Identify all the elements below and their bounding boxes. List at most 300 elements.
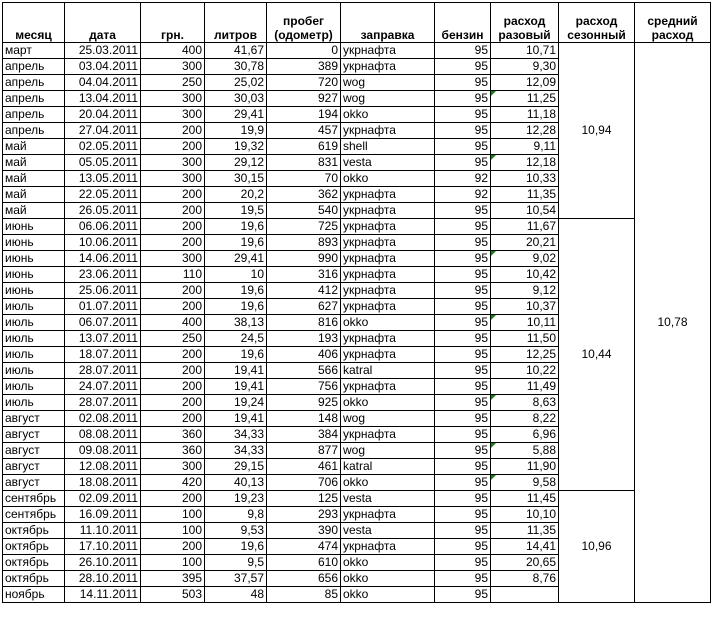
cell-fuel[interactable]: 95 [435,331,491,347]
cell-liters[interactable]: 19,6 [205,283,267,299]
cell-fuel[interactable]: 95 [435,491,491,507]
cell-station[interactable]: укрнафта [341,59,435,75]
cell-month[interactable]: июнь [3,267,65,283]
cell-odometer[interactable]: 70 [267,171,341,187]
cell-fuel[interactable]: 95 [435,475,491,491]
cell-month[interactable]: апрель [3,75,65,91]
cell-uah[interactable]: 300 [141,107,205,123]
cell-odometer[interactable]: 412 [267,283,341,299]
cell-uah[interactable]: 200 [141,299,205,315]
cell-uah[interactable]: 300 [141,251,205,267]
cell-single-rate[interactable]: 11,49 [491,379,559,395]
cell-fuel[interactable]: 95 [435,107,491,123]
cell-date[interactable]: 25.03.2011 [65,43,141,59]
cell-single-rate[interactable]: 20,21 [491,235,559,251]
cell-liters[interactable]: 19,6 [205,539,267,555]
cell-month[interactable]: июль [3,395,65,411]
cell-fuel[interactable]: 95 [435,75,491,91]
cell-fuel[interactable]: 95 [435,267,491,283]
cell-odometer[interactable]: 566 [267,363,341,379]
cell-single-rate[interactable]: 8,63 [491,395,559,411]
cell-month[interactable]: июнь [3,283,65,299]
cell-date[interactable]: 26.10.2011 [65,555,141,571]
cell-date[interactable]: 18.07.2011 [65,347,141,363]
cell-liters[interactable]: 19,6 [205,235,267,251]
cell-date[interactable]: 04.04.2011 [65,75,141,91]
cell-single-rate[interactable]: 12,09 [491,75,559,91]
cell-station[interactable]: укрнафта [341,299,435,315]
cell-fuel[interactable]: 95 [435,507,491,523]
cell-liters[interactable]: 41,67 [205,43,267,59]
cell-odometer[interactable]: 316 [267,267,341,283]
cell-uah[interactable]: 200 [141,283,205,299]
cell-odometer[interactable]: 610 [267,555,341,571]
cell-liters[interactable]: 19,41 [205,379,267,395]
cell-month[interactable]: апрель [3,91,65,107]
cell-month[interactable]: май [3,203,65,219]
cell-single-rate[interactable]: 11,35 [491,523,559,539]
cell-single-rate[interactable]: 12,28 [491,123,559,139]
cell-liters[interactable]: 10 [205,267,267,283]
cell-fuel[interactable]: 92 [435,187,491,203]
cell-uah[interactable]: 200 [141,219,205,235]
cell-fuel[interactable]: 95 [435,155,491,171]
cell-station[interactable]: укрнафта [341,331,435,347]
header-row [3,3,711,43]
cell-date[interactable]: 18.08.2011 [65,475,141,491]
cell-station[interactable]: укрнафта [341,187,435,203]
cell-date[interactable]: 20.04.2011 [65,107,141,123]
cell-uah[interactable]: 300 [141,155,205,171]
cell-date[interactable]: 03.04.2011 [65,59,141,75]
cell-month[interactable]: июль [3,363,65,379]
cell-single-rate[interactable]: 10,42 [491,267,559,283]
cell-station[interactable]: wog [341,75,435,91]
cell-single-rate[interactable]: 11,25 [491,91,559,107]
cell-single-rate[interactable]: 12,25 [491,347,559,363]
fuel-log-table [2,2,711,603]
cell-odometer[interactable]: 925 [267,395,341,411]
header-fuel[interactable]: бензин [435,3,491,43]
cell-station[interactable]: укрнафта [341,219,435,235]
header-station[interactable]: заправка [341,3,435,43]
cell-station[interactable]: okko [341,107,435,123]
cell-single-rate[interactable]: 6,96 [491,427,559,443]
cell-month[interactable]: апрель [3,107,65,123]
cell-date[interactable]: 28.07.2011 [65,395,141,411]
cell-station[interactable]: vesta [341,523,435,539]
cell-odometer[interactable]: 389 [267,59,341,75]
cell-uah[interactable]: 200 [141,123,205,139]
cell-fuel[interactable]: 95 [435,395,491,411]
cell-fuel[interactable]: 95 [435,427,491,443]
table-row [3,491,711,507]
cell-uah[interactable]: 200 [141,411,205,427]
cell-uah[interactable]: 200 [141,139,205,155]
cell-station[interactable]: укрнафта [341,347,435,363]
cell-date[interactable]: 25.06.2011 [65,283,141,299]
cell-date[interactable]: 02.09.2011 [65,491,141,507]
cell-single-rate[interactable]: 10,54 [491,203,559,219]
cell-month[interactable]: июль [3,331,65,347]
cell-date[interactable]: 10.06.2011 [65,235,141,251]
cell-single-rate[interactable]: 9,30 [491,59,559,75]
cell-month[interactable]: апрель [3,59,65,75]
cell-fuel[interactable]: 92 [435,171,491,187]
cell-station[interactable]: укрнафта [341,283,435,299]
cell-liters[interactable]: 9,53 [205,523,267,539]
cell-fuel[interactable]: 95 [435,315,491,331]
header-date[interactable]: дата [65,3,141,43]
cell-date[interactable]: 11.10.2011 [65,523,141,539]
cell-month[interactable]: март [3,43,65,59]
cell-uah[interactable]: 200 [141,187,205,203]
cell-odometer[interactable]: 720 [267,75,341,91]
cell-uah[interactable]: 200 [141,395,205,411]
cell-month[interactable]: август [3,475,65,491]
cell-single-rate[interactable]: 10,37 [491,299,559,315]
cell-single-rate[interactable]: 5,88 [491,443,559,459]
cell-fuel[interactable]: 95 [435,235,491,251]
cell-odometer[interactable]: 877 [267,443,341,459]
cell-single-rate[interactable]: 20,65 [491,555,559,571]
cell-odometer[interactable]: 831 [267,155,341,171]
cell-single-rate[interactable]: 14,41 [491,539,559,555]
cell-liters[interactable]: 20,2 [205,187,267,203]
cell-liters[interactable]: 19,5 [205,203,267,219]
cell-liters[interactable]: 19,23 [205,491,267,507]
cell-fuel[interactable]: 95 [435,459,491,475]
cell-month[interactable]: апрель [3,123,65,139]
cell-liters[interactable]: 34,33 [205,443,267,459]
cell-single-rate[interactable]: 9,11 [491,139,559,155]
cell-liters[interactable]: 19,24 [205,395,267,411]
header-single-rate[interactable]: расход разовый [491,3,559,43]
cell-date[interactable]: 26.05.2011 [65,203,141,219]
cell-date[interactable]: 01.07.2011 [65,299,141,315]
cell-uah[interactable]: 503 [141,587,205,603]
cell-date[interactable]: 22.05.2011 [65,187,141,203]
cell-station[interactable]: укрнафта [341,507,435,523]
table-body [3,43,711,603]
cell-date[interactable]: 13.05.2011 [65,171,141,187]
cell-uah[interactable]: 200 [141,235,205,251]
cell-station[interactable]: укрнафта [341,267,435,283]
cell-station[interactable]: укрнафта [341,235,435,251]
cell-month[interactable]: май [3,187,65,203]
cell-liters[interactable]: 48 [205,587,267,603]
cell-liters[interactable]: 30,15 [205,171,267,187]
cell-station[interactable]: укрнафта [341,203,435,219]
cell-fuel[interactable]: 95 [435,363,491,379]
cell-month[interactable]: август [3,427,65,443]
cell-fuel[interactable]: 95 [435,43,491,59]
cell-single-rate[interactable]: 12,18 [491,155,559,171]
cell-liters[interactable]: 40,13 [205,475,267,491]
cell-station[interactable]: укрнафта [341,539,435,555]
cell-liters[interactable]: 29,15 [205,459,267,475]
cell-odometer[interactable]: 406 [267,347,341,363]
cell-station[interactable]: okko [341,395,435,411]
cell-month[interactable]: июль [3,379,65,395]
cell-month[interactable]: июль [3,347,65,363]
cell-odometer[interactable]: 390 [267,523,341,539]
cell-uah[interactable]: 200 [141,539,205,555]
cell-uah[interactable]: 360 [141,427,205,443]
cell-season-rate[interactable]: 10,96 [559,491,635,603]
cell-odometer[interactable]: 816 [267,315,341,331]
cell-uah[interactable]: 300 [141,59,205,75]
cell-single-rate[interactable]: 9,12 [491,283,559,299]
table-row [3,219,711,235]
cell-odometer[interactable]: 893 [267,235,341,251]
cell-fuel[interactable]: 95 [435,347,491,363]
cell-fuel[interactable]: 95 [435,539,491,555]
cell-single-rate[interactable]: 10,71 [491,43,559,59]
cell-odometer[interactable]: 706 [267,475,341,491]
cell-odometer[interactable]: 656 [267,571,341,587]
cell-date[interactable]: 16.09.2011 [65,507,141,523]
cell-liters[interactable]: 29,41 [205,251,267,267]
cell-station[interactable]: okko [341,571,435,587]
cell-odometer[interactable]: 193 [267,331,341,347]
cell-liters[interactable]: 9,8 [205,507,267,523]
cell-uah[interactable]: 395 [141,571,205,587]
cell-single-rate[interactable]: 9,02 [491,251,559,267]
cell-single-rate[interactable]: 11,50 [491,331,559,347]
cell-month[interactable]: май [3,171,65,187]
header-average-rate[interactable]: средний расход [635,3,711,43]
cell-fuel[interactable]: 95 [435,123,491,139]
cell-uah[interactable]: 100 [141,507,205,523]
cell-uah[interactable]: 200 [141,203,205,219]
cell-season-rate[interactable]: 10,44 [559,219,635,491]
cell-month[interactable]: октябрь [3,571,65,587]
cell-month[interactable]: май [3,155,65,171]
cell-liters[interactable]: 19,32 [205,139,267,155]
table-row [3,43,711,59]
cell-date[interactable]: 08.08.2011 [65,427,141,443]
cell-fuel[interactable]: 95 [435,523,491,539]
cell-liters[interactable]: 29,12 [205,155,267,171]
cell-station[interactable]: okko [341,315,435,331]
cell-date[interactable]: 05.05.2011 [65,155,141,171]
cell-station[interactable]: укрнафта [341,379,435,395]
cell-liters[interactable]: 34,33 [205,427,267,443]
cell-date[interactable]: 13.07.2011 [65,331,141,347]
cell-station[interactable]: vesta [341,155,435,171]
cell-odometer[interactable]: 0 [267,43,341,59]
cell-odometer[interactable]: 85 [267,587,341,603]
cell-uah[interactable]: 300 [141,91,205,107]
cell-odometer[interactable]: 756 [267,379,341,395]
cell-odometer[interactable]: 194 [267,107,341,123]
cell-uah[interactable]: 200 [141,491,205,507]
cell-liters[interactable]: 19,41 [205,411,267,427]
cell-month[interactable]: сентябрь [3,507,65,523]
cell-fuel[interactable]: 95 [435,219,491,235]
cell-odometer[interactable]: 293 [267,507,341,523]
cell-uah[interactable]: 400 [141,315,205,331]
cell-date[interactable]: 28.07.2011 [65,363,141,379]
cell-odometer[interactable]: 540 [267,203,341,219]
cell-station[interactable]: vesta [341,491,435,507]
cell-odometer[interactable]: 457 [267,123,341,139]
cell-odometer[interactable]: 627 [267,299,341,315]
cell-date[interactable]: 06.07.2011 [65,315,141,331]
cell-station[interactable]: okko [341,171,435,187]
cell-date[interactable]: 23.06.2011 [65,267,141,283]
cell-station[interactable]: укрнафта [341,427,435,443]
cell-date[interactable]: 14.11.2011 [65,587,141,603]
cell-date[interactable]: 06.06.2011 [65,219,141,235]
cell-station[interactable]: okko [341,475,435,491]
cell-fuel[interactable]: 95 [435,299,491,315]
cell-odometer[interactable]: 619 [267,139,341,155]
cell-station[interactable]: wog [341,91,435,107]
cell-single-rate[interactable]: 11,45 [491,491,559,507]
cell-date[interactable]: 09.08.2011 [65,443,141,459]
cell-uah[interactable]: 200 [141,363,205,379]
cell-date[interactable]: 12.08.2011 [65,459,141,475]
cell-date[interactable]: 02.05.2011 [65,139,141,155]
cell-uah[interactable]: 100 [141,555,205,571]
cell-date[interactable]: 27.04.2011 [65,123,141,139]
cell-liters[interactable]: 38,13 [205,315,267,331]
cell-station[interactable]: укрнафта [341,123,435,139]
cell-month[interactable]: август [3,443,65,459]
cell-single-rate[interactable]: 11,35 [491,187,559,203]
cell-date[interactable]: 17.10.2011 [65,539,141,555]
cell-month[interactable]: август [3,459,65,475]
cell-fuel[interactable]: 95 [435,91,491,107]
cell-month[interactable]: октябрь [3,523,65,539]
cell-liters[interactable]: 9,5 [205,555,267,571]
cell-fuel[interactable]: 95 [435,139,491,155]
cell-station[interactable]: katral [341,363,435,379]
cell-odometer[interactable]: 725 [267,219,341,235]
cell-uah[interactable]: 200 [141,379,205,395]
cell-single-rate[interactable] [491,587,559,603]
cell-fuel[interactable]: 95 [435,411,491,427]
cell-liters[interactable]: 19,6 [205,347,267,363]
cell-odometer[interactable]: 125 [267,491,341,507]
cell-liters[interactable]: 25,02 [205,75,267,91]
cell-fuel[interactable]: 95 [435,571,491,587]
cell-uah[interactable]: 400 [141,43,205,59]
cell-uah[interactable]: 200 [141,347,205,363]
cell-station[interactable]: katral [341,459,435,475]
header-month[interactable]: месяц [3,3,65,43]
cell-odometer[interactable]: 148 [267,411,341,427]
cell-fuel[interactable]: 95 [435,283,491,299]
cell-liters[interactable]: 37,57 [205,571,267,587]
cell-season-rate[interactable]: 10,94 [559,43,635,219]
header-season-rate[interactable]: расход сезонный [559,3,635,43]
cell-odometer[interactable]: 362 [267,187,341,203]
cell-odometer[interactable]: 461 [267,459,341,475]
cell-month[interactable]: май [3,139,65,155]
cell-average-rate[interactable]: 10,78 [635,43,711,603]
cell-month[interactable]: ноябрь [3,587,65,603]
cell-single-rate[interactable]: 10,10 [491,507,559,523]
cell-odometer[interactable]: 384 [267,427,341,443]
cell-single-rate[interactable]: 8,22 [491,411,559,427]
cell-uah[interactable]: 250 [141,331,205,347]
cell-uah[interactable]: 250 [141,75,205,91]
cell-date[interactable]: 24.07.2011 [65,379,141,395]
cell-uah[interactable]: 360 [141,443,205,459]
cell-uah[interactable]: 100 [141,523,205,539]
cell-date[interactable]: 14.06.2011 [65,251,141,267]
cell-uah[interactable]: 110 [141,267,205,283]
cell-liters[interactable]: 19,41 [205,363,267,379]
cell-liters[interactable]: 19,9 [205,123,267,139]
cell-fuel[interactable]: 95 [435,59,491,75]
cell-date[interactable]: 02.08.2011 [65,411,141,427]
cell-uah[interactable]: 300 [141,171,205,187]
cell-station[interactable]: укрнафта [341,43,435,59]
cell-liters[interactable]: 29,41 [205,107,267,123]
cell-single-rate[interactable]: 10,22 [491,363,559,379]
cell-liters[interactable]: 30,03 [205,91,267,107]
cell-station[interactable]: wog [341,411,435,427]
cell-liters[interactable]: 30,78 [205,59,267,75]
cell-station[interactable]: okko [341,555,435,571]
cell-fuel[interactable]: 95 [435,443,491,459]
cell-month[interactable]: сентябрь [3,491,65,507]
cell-liters[interactable]: 19,6 [205,219,267,235]
cell-station[interactable]: okko [341,587,435,603]
cell-single-rate[interactable]: 11,90 [491,459,559,475]
header-mileage[interactable]: пробег (одометр) [267,3,341,43]
cell-liters[interactable]: 24,5 [205,331,267,347]
header-liters[interactable]: литров [205,3,267,43]
cell-station[interactable]: shell [341,139,435,155]
cell-month[interactable]: октябрь [3,555,65,571]
cell-fuel[interactable]: 95 [435,587,491,603]
cell-single-rate[interactable]: 11,67 [491,219,559,235]
cell-uah[interactable]: 420 [141,475,205,491]
cell-single-rate[interactable]: 8,76 [491,571,559,587]
cell-fuel[interactable]: 95 [435,379,491,395]
cell-single-rate[interactable]: 10,33 [491,171,559,187]
cell-date[interactable]: 13.04.2011 [65,91,141,107]
cell-fuel[interactable]: 95 [435,203,491,219]
cell-month[interactable]: июнь [3,251,65,267]
cell-month[interactable]: август [3,411,65,427]
cell-single-rate[interactable]: 10,11 [491,315,559,331]
cell-date[interactable]: 28.10.2011 [65,571,141,587]
cell-odometer[interactable]: 474 [267,539,341,555]
cell-liters[interactable]: 19,6 [205,299,267,315]
cell-month[interactable]: июль [3,299,65,315]
cell-odometer[interactable]: 927 [267,91,341,107]
cell-station[interactable]: wog [341,443,435,459]
cell-fuel[interactable]: 95 [435,251,491,267]
cell-uah[interactable]: 300 [141,459,205,475]
cell-month[interactable]: июль [3,315,65,331]
cell-single-rate[interactable]: 11,18 [491,107,559,123]
cell-month[interactable]: июнь [3,219,65,235]
cell-odometer[interactable]: 990 [267,251,341,267]
cell-fuel[interactable]: 95 [435,555,491,571]
cell-month[interactable]: июнь [3,235,65,251]
cell-month[interactable]: октябрь [3,539,65,555]
header-uah[interactable]: грн. [141,3,205,43]
cell-single-rate[interactable]: 9,58 [491,475,559,491]
cell-station[interactable]: укрнафта [341,251,435,267]
